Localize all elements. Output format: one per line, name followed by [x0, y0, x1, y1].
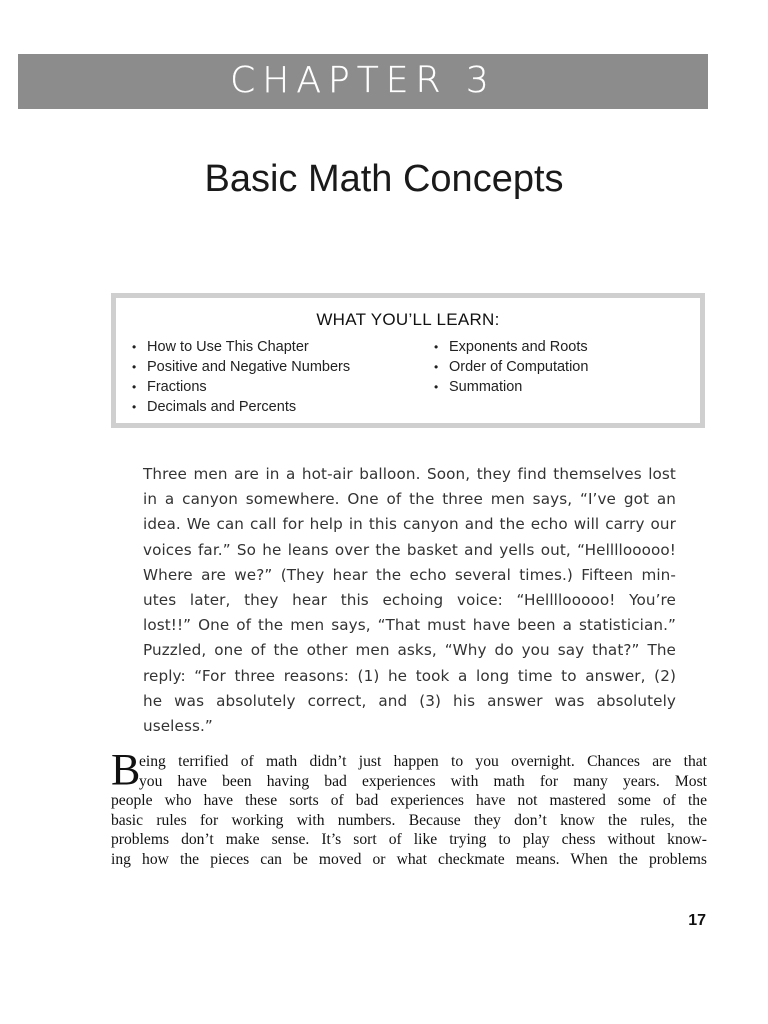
bullet-icon: •: [132, 360, 137, 374]
page-number: 17: [688, 912, 706, 929]
body-line: you have been having bad experiences with math for many years. Most: [139, 772, 707, 790]
learn-list-item: [132, 357, 350, 377]
page-title: Basic Math Concepts: [204, 158, 564, 200]
body-line: basic rules for working with numbers. Because they don’t know the rules, the: [111, 811, 707, 829]
joke-line: idea. We can call for help in this canyon and the echo will carry our: [143, 515, 676, 534]
joke-line: useless.”: [143, 717, 213, 736]
joke-line: Where are we?” (They hear the echo several times.) Fifteen min-: [143, 565, 676, 584]
body-line: problems don’t make sense. It’s sort of like trying to play chess without know-: [111, 831, 707, 848]
joke-line: he was absolutely correct, and (3) his answer was absolutely: [143, 691, 676, 710]
learn-list-item: [434, 357, 588, 377]
learn-item-text: Positive and Negative Numbers: [147, 359, 351, 375]
bullet-icon: •: [434, 380, 439, 394]
bullet-icon: •: [132, 340, 137, 354]
joke-line: lost!!” One of the men says, “That must have been a statistician.”: [143, 616, 676, 635]
bullet-icon: •: [434, 360, 439, 374]
joke-line: reply: “For three reasons: (1) he took a long time to answer, (2): [143, 666, 676, 685]
learn-item-text: Exponents and Roots: [449, 339, 588, 355]
learn-item-text: Fractions: [147, 379, 207, 395]
learn-list-item: [434, 377, 588, 397]
body-paragraph: [111, 752, 707, 869]
learn-item-text: How to Use This Chapter: [147, 339, 309, 355]
bullet-icon: •: [132, 400, 137, 414]
joke-line: voices far.” So he leans over the basket and yells out, “Hellllooooo!: [143, 540, 676, 559]
body-line: ing how the pieces can be moved or what checkmate means. When the problems: [111, 850, 707, 868]
learn-item-text: Summation: [449, 379, 523, 395]
learn-list-item: [132, 377, 350, 397]
learn-box-heading: WHAT YOU’LL LEARN:: [316, 310, 500, 329]
learn-list-right: [434, 337, 588, 397]
bullet-icon: •: [434, 340, 439, 354]
opening-joke: [143, 462, 676, 739]
chapter-header-bar: [18, 54, 708, 109]
drop-cap: B: [111, 745, 141, 794]
learn-item-text: Order of Computation: [449, 359, 589, 375]
what-youll-learn-box: [111, 293, 705, 428]
learn-list-item: [434, 337, 588, 357]
joke-line: utes later, they hear this echoing voice: “Hellllooooo! You’re: [143, 591, 676, 610]
learn-list-item: [132, 397, 350, 417]
joke-line: in a canyon somewhere. One of the three men says, “I’ve got an: [143, 490, 676, 509]
learn-list-item: [132, 337, 350, 357]
bullet-icon: •: [132, 380, 137, 394]
chapter-label: CHAPTER 3: [230, 60, 496, 101]
learn-item-text: Decimals and Percents: [147, 399, 297, 415]
joke-line: Three men are in a hot-air balloon. Soon, they find themselves lost: [143, 465, 676, 483]
body-line: eing terrified of math didn’t just happen to you overnight. Chances are that: [139, 753, 707, 770]
body-line: people who have these sorts of bad experiences have not mastered some of the: [111, 792, 707, 809]
learn-list-left: [132, 337, 350, 417]
joke-line: Puzzled, one of the other men asks, “Why do you say that?” The: [143, 641, 676, 660]
